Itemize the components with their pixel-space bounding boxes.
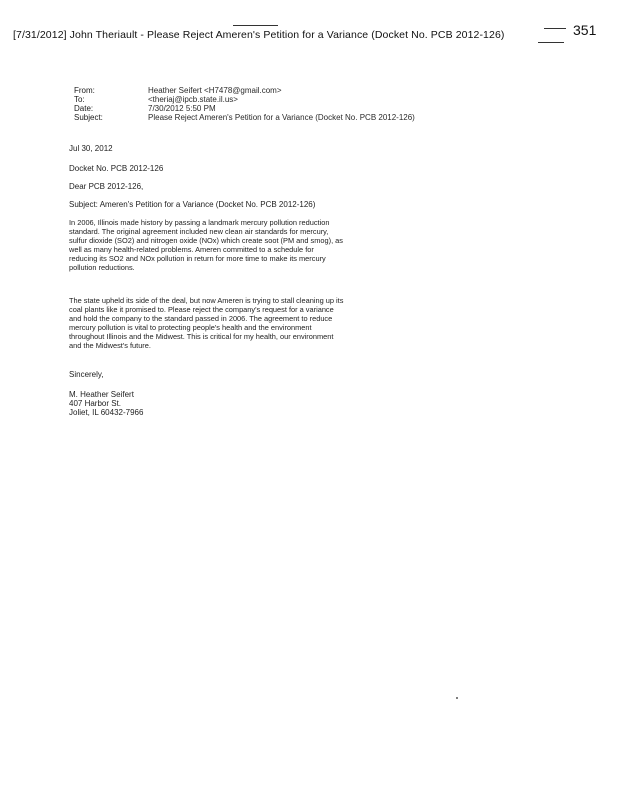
from-label: From: [74, 86, 95, 95]
document-header: [7/31/2012] John Theriault - Please Reject Ameren's Petition for a Variance (Docket No. PCB 2012-126) [13, 29, 505, 41]
email-metadata [74, 86, 415, 122]
subject-label: Subject: [74, 113, 103, 122]
letter-subject: Subject: Ameren's Petition for a Variance (Docket No. PCB 2012-126) [69, 200, 316, 209]
docket-line: Docket No. PCB 2012-126 [69, 164, 164, 173]
date-value: 7/30/2012 5:50 PM [148, 104, 216, 113]
page-number: 351 [573, 22, 597, 38]
to-row [74, 95, 415, 104]
from-row [74, 86, 415, 95]
letter-date: Jul 30, 2012 [69, 144, 113, 153]
header-overline [233, 25, 278, 26]
to-label: To: [74, 95, 85, 104]
paragraph-1: In 2006, Illinois made history by passing a landmark mercury pollution reduction standard. The original agreement included new clean air standards for mercury, sulfur dioxide (SO2) and nitrogen oxide (NOx) which create soot (PM and smog), as well as many health-related problems. Ameren committed to a schedule for reducing its SO2 and NOx pollution in return for more time to make its mercury pollution reductions. [69, 218, 343, 272]
subject-row [74, 113, 415, 122]
closing: Sincerely, [69, 370, 104, 379]
date-label: Date: [74, 104, 94, 113]
signature-address: 407 Harbor St. [69, 399, 122, 408]
signature-city: Joliet, IL 60432-7966 [69, 408, 144, 417]
date-row [74, 104, 415, 113]
paragraph-2: The state upheld its side of the deal, but now Ameren is trying to stall cleaning up its coal plants like it promised to. Please reject the company's request for a variance and hold the company to the standard passed in 2006. The agreement to reduce mercury pollution is vital to protecting people's health and the environment throughout Illinois and the Midwest. This is critical for my health, our environment and the Midwest's future. [69, 296, 344, 350]
salutation: Dear PCB 2012-126, [69, 182, 144, 191]
page-number-rule [544, 28, 566, 29]
signature-name: M. Heather Seifert [69, 390, 134, 399]
subject-value: Please Reject Ameren's Petition for a Variance (Docket No. PCB 2012-126) [148, 113, 415, 122]
page-number-underline [538, 42, 564, 43]
to-value: <theriaj@ipcb.state.il.us> [148, 95, 238, 104]
from-value: Heather Seifert <H7478@gmail.com> [148, 86, 282, 95]
scan-speck [456, 697, 458, 699]
